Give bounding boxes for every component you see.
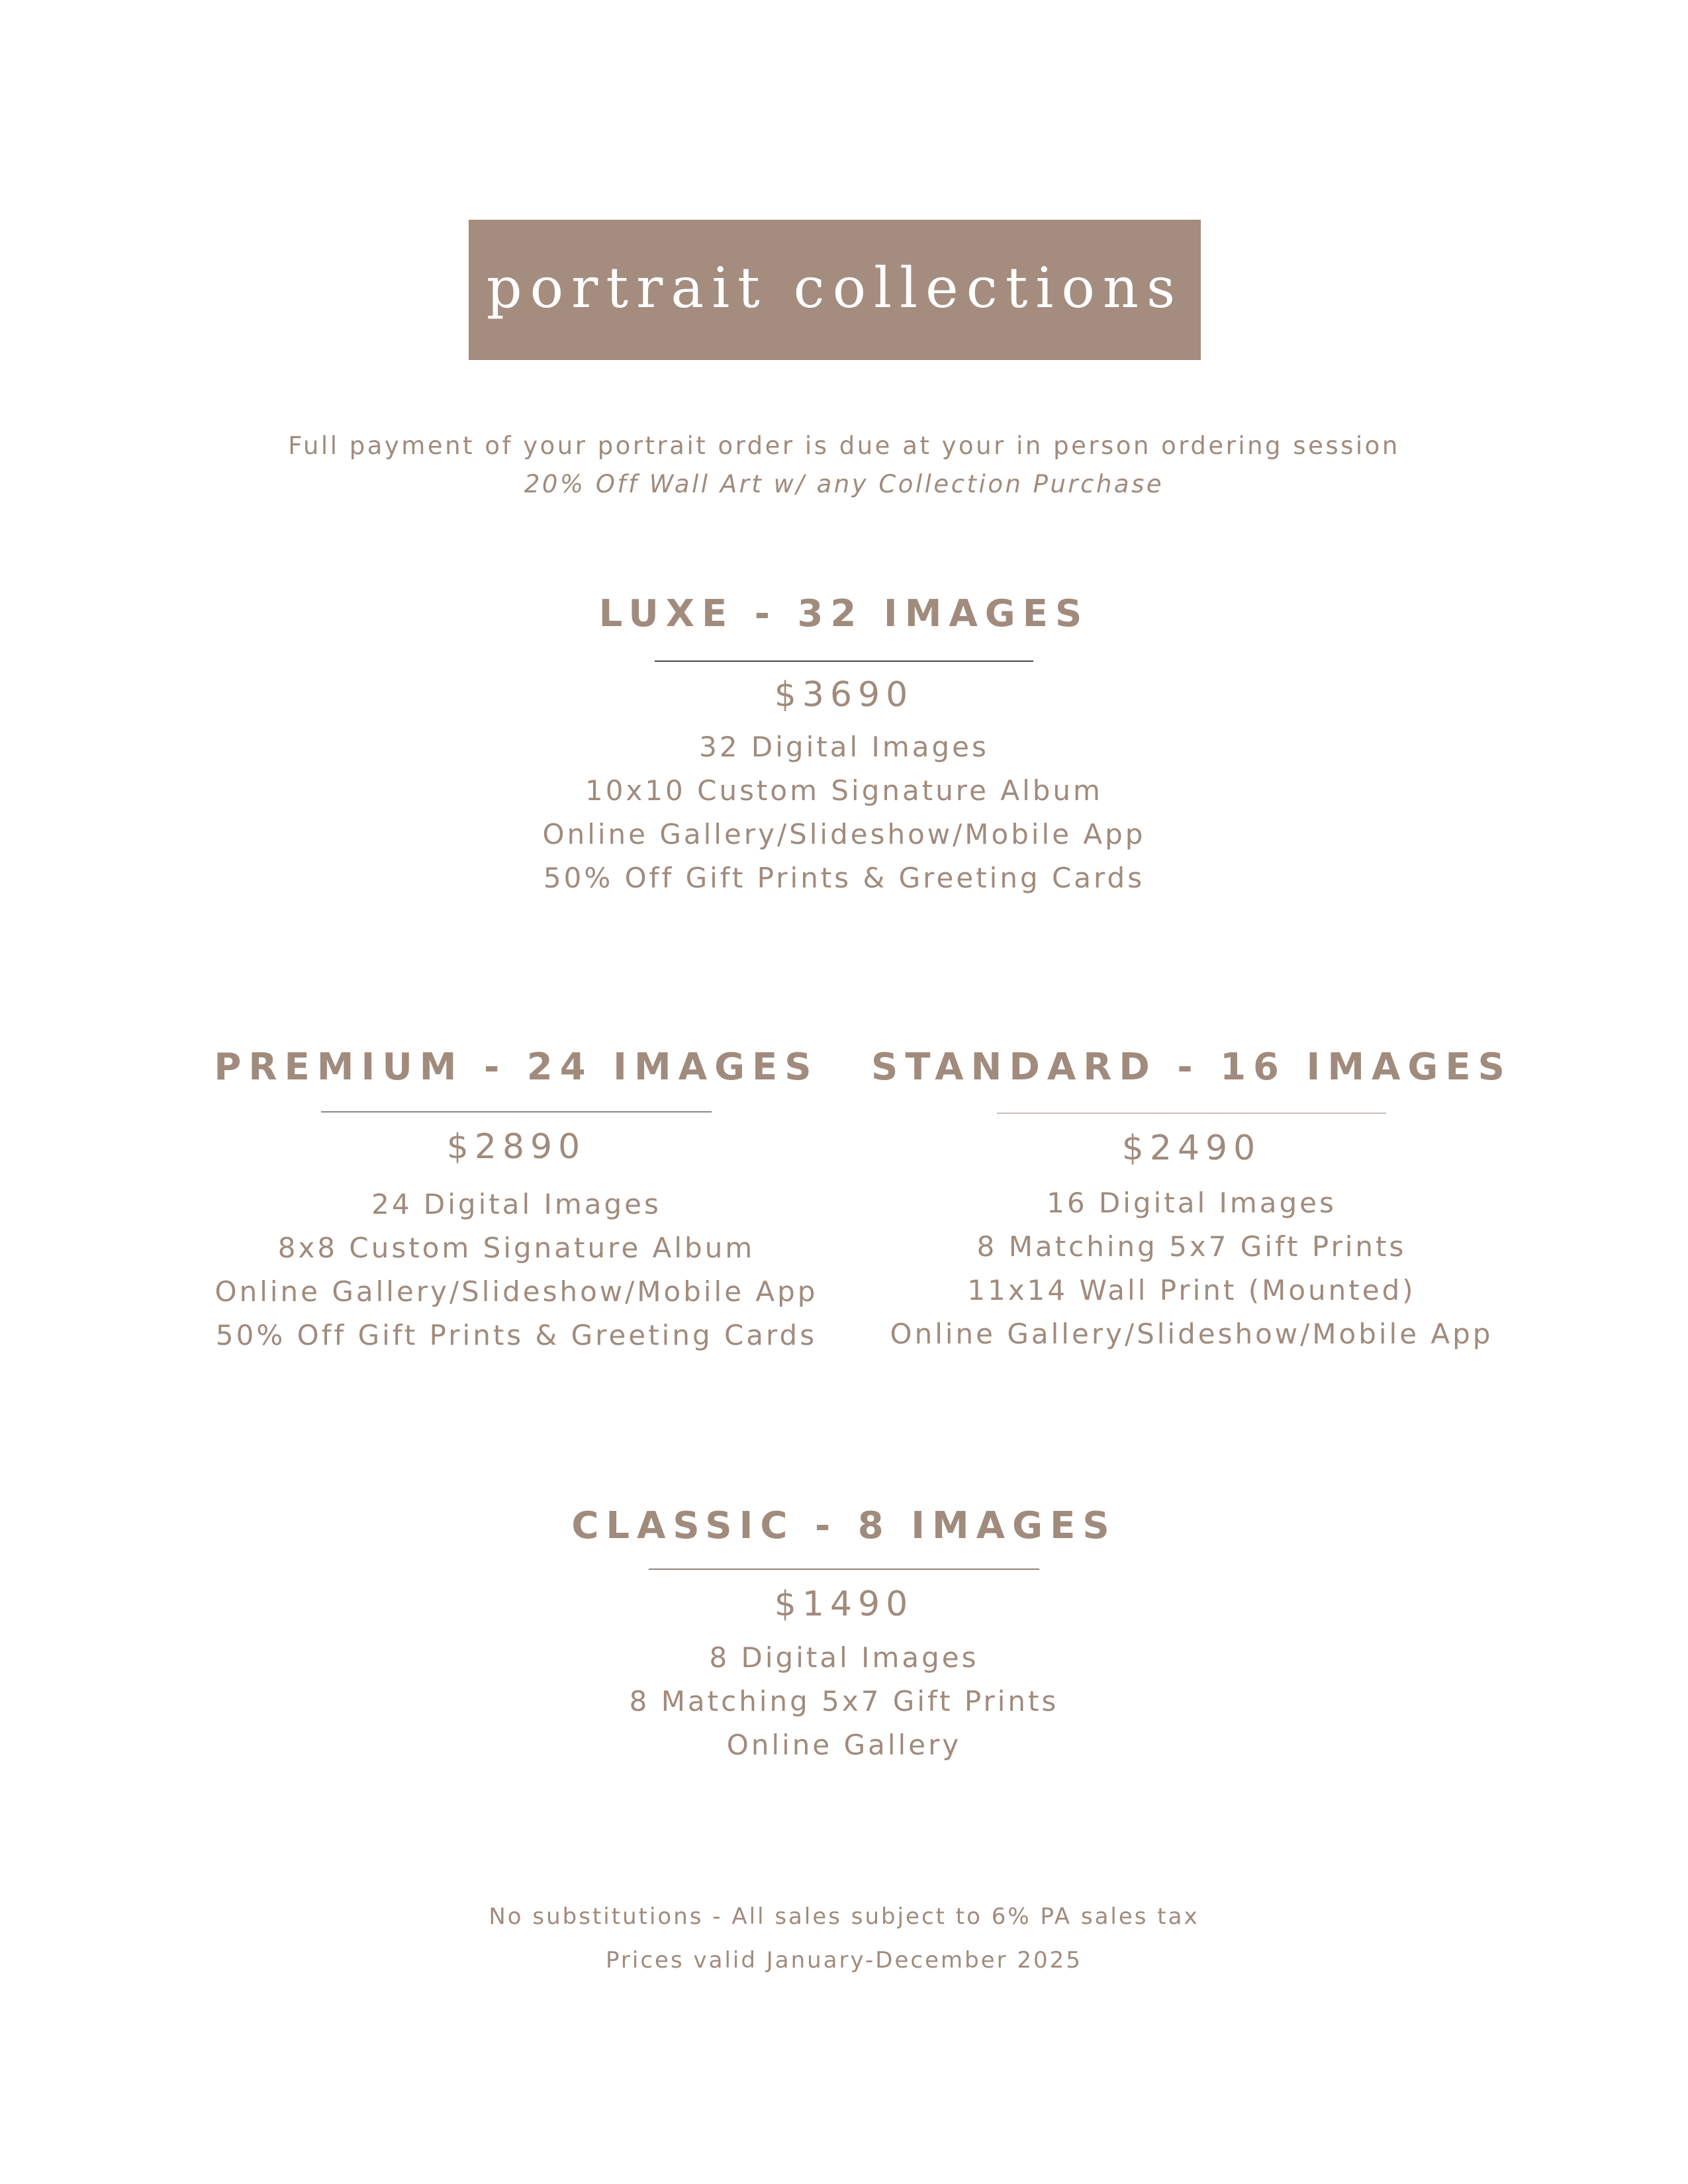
footer-price-validity: Prices valid January-December 2025: [606, 1947, 1082, 1974]
package-price: $3690: [774, 675, 914, 715]
feature-item: 10x10 Custom Signature Album: [585, 774, 1103, 807]
package-price: $1490: [774, 1584, 914, 1624]
feature-list: [185, 1183, 847, 1357]
divider-rule: [649, 1569, 1039, 1570]
feature-item: Online Gallery: [726, 1729, 962, 1761]
package-heading: STANDARD - 16 IMAGES: [871, 1046, 1512, 1089]
feature-item: 8 Matching 5x7 Gift Prints: [629, 1685, 1059, 1717]
package-price: $2890: [446, 1127, 586, 1167]
package-premium: [185, 1046, 847, 1357]
feature-list: [513, 725, 1175, 900]
feature-item: Online Gallery/Slideshow/Mobile App: [542, 818, 1146, 850]
package-heading: LUXE - 32 IMAGES: [598, 592, 1090, 635]
package-heading: PREMIUM - 24 IMAGES: [214, 1046, 819, 1089]
divider-rule: [321, 1111, 712, 1113]
promo-note: 20% Off Wall Art w/ any Collection Purchase: [524, 470, 1164, 498]
package-price: $2490: [1121, 1128, 1262, 1168]
footer-tax-note: No substitutions - All sales subject to 6% PA sales tax: [489, 1903, 1199, 1930]
package-classic: [513, 1504, 1175, 1767]
feature-item: 8x8 Custom Signature Album: [277, 1232, 755, 1264]
feature-list: [513, 1636, 1175, 1767]
feature-item: 50% Off Gift Prints & Greeting Cards: [543, 862, 1145, 894]
feature-item: Online Gallery/Slideshow/Mobile App: [890, 1318, 1493, 1350]
divider-rule: [655, 660, 1033, 662]
feature-item: Online Gallery/Slideshow/Mobile App: [214, 1275, 818, 1308]
feature-item: 16 Digital Images: [1047, 1187, 1336, 1219]
feature-item: 32 Digital Images: [699, 731, 989, 763]
feature-item: 50% Off Gift Prints & Greeting Cards: [215, 1319, 818, 1351]
package-luxe: [513, 592, 1175, 900]
package-standard: [861, 1046, 1523, 1356]
feature-item: 11x14 Wall Print (Mounted): [967, 1274, 1416, 1306]
package-heading: CLASSIC - 8 IMAGES: [571, 1504, 1117, 1547]
payment-note: Full payment of your portrait order is due at your in person ordering session: [288, 432, 1400, 460]
divider-rule: [997, 1113, 1386, 1114]
page-title: portrait collections: [486, 255, 1184, 320]
feature-list: [861, 1181, 1523, 1356]
title-banner: [469, 220, 1201, 360]
feature-item: 8 Digital Images: [709, 1641, 979, 1674]
feature-item: 8 Matching 5x7 Gift Prints: [976, 1230, 1407, 1263]
feature-item: 24 Digital Images: [371, 1188, 661, 1220]
